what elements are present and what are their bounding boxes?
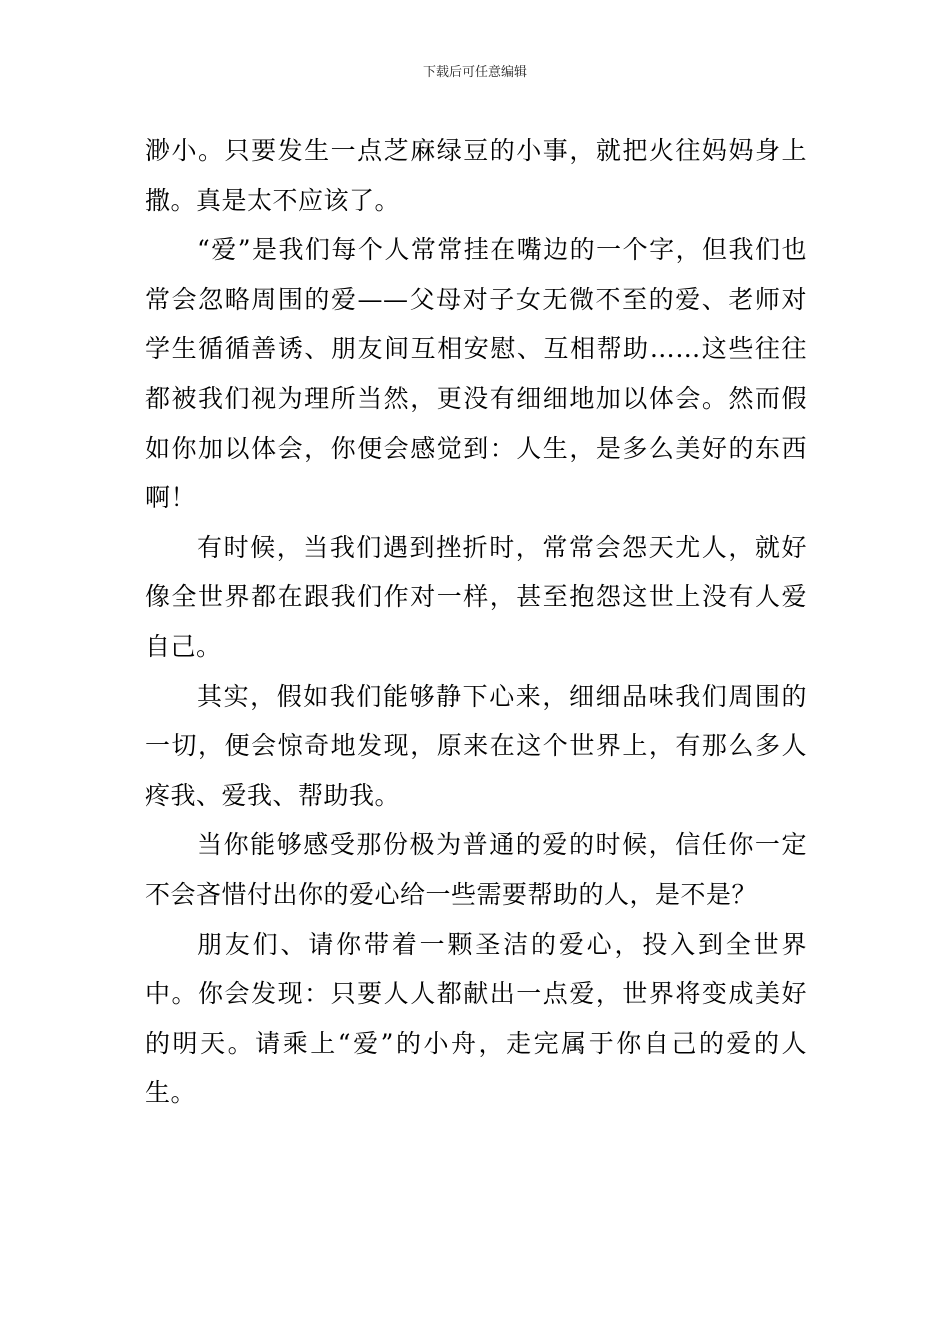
paragraph-5: 当你能够感受那份极为普通的爱的时候，信任你一定不会吝惜付出你的爱心给一些需要帮助的人，是不是？ [145, 830, 807, 909]
page-header: 下载后可任意编辑 [422, 65, 527, 80]
paragraph-3: 有时候，当我们遇到挫折时，常常会怨天尤人，就好像全世界都在跟我们作对一样，甚至抱怨这世上没有人爱自己。 [145, 532, 807, 661]
document-body [145, 126, 807, 1118]
paragraph-6: 朋友们、请你带着一颗圣洁的爱心，投入到全世界中。你会发现：只要人人都献出一点爱，世界将变成美好的明天。请乘上“爱”的小舟，走完属于你自己的爱的人生。 [145, 929, 807, 1108]
paragraph-2: “爱”是我们每个人常常挂在嘴边的一个字，但我们也常会忽略周围的爱——父母对子女无微不至的爱、老师对学生循循善诱、朋友间互相安慰、互相帮助……这些往往都被我们视为理所当然，更没有细细地加以体会。然而假如你加以体会，你便会感觉到：人生，是多么美好的东西啊！ [145, 235, 807, 513]
paragraph-4: 其实，假如我们能够静下心来，细细品味我们周围的一切，便会惊奇地发现，原来在这个世界上，有那么多人疼我、爱我、帮助我。 [145, 681, 807, 810]
paragraph-1: 渺小。只要发生一点芝麻绿豆的小事，就把火往妈妈身上撒。真是太不应该了。 [145, 136, 807, 215]
